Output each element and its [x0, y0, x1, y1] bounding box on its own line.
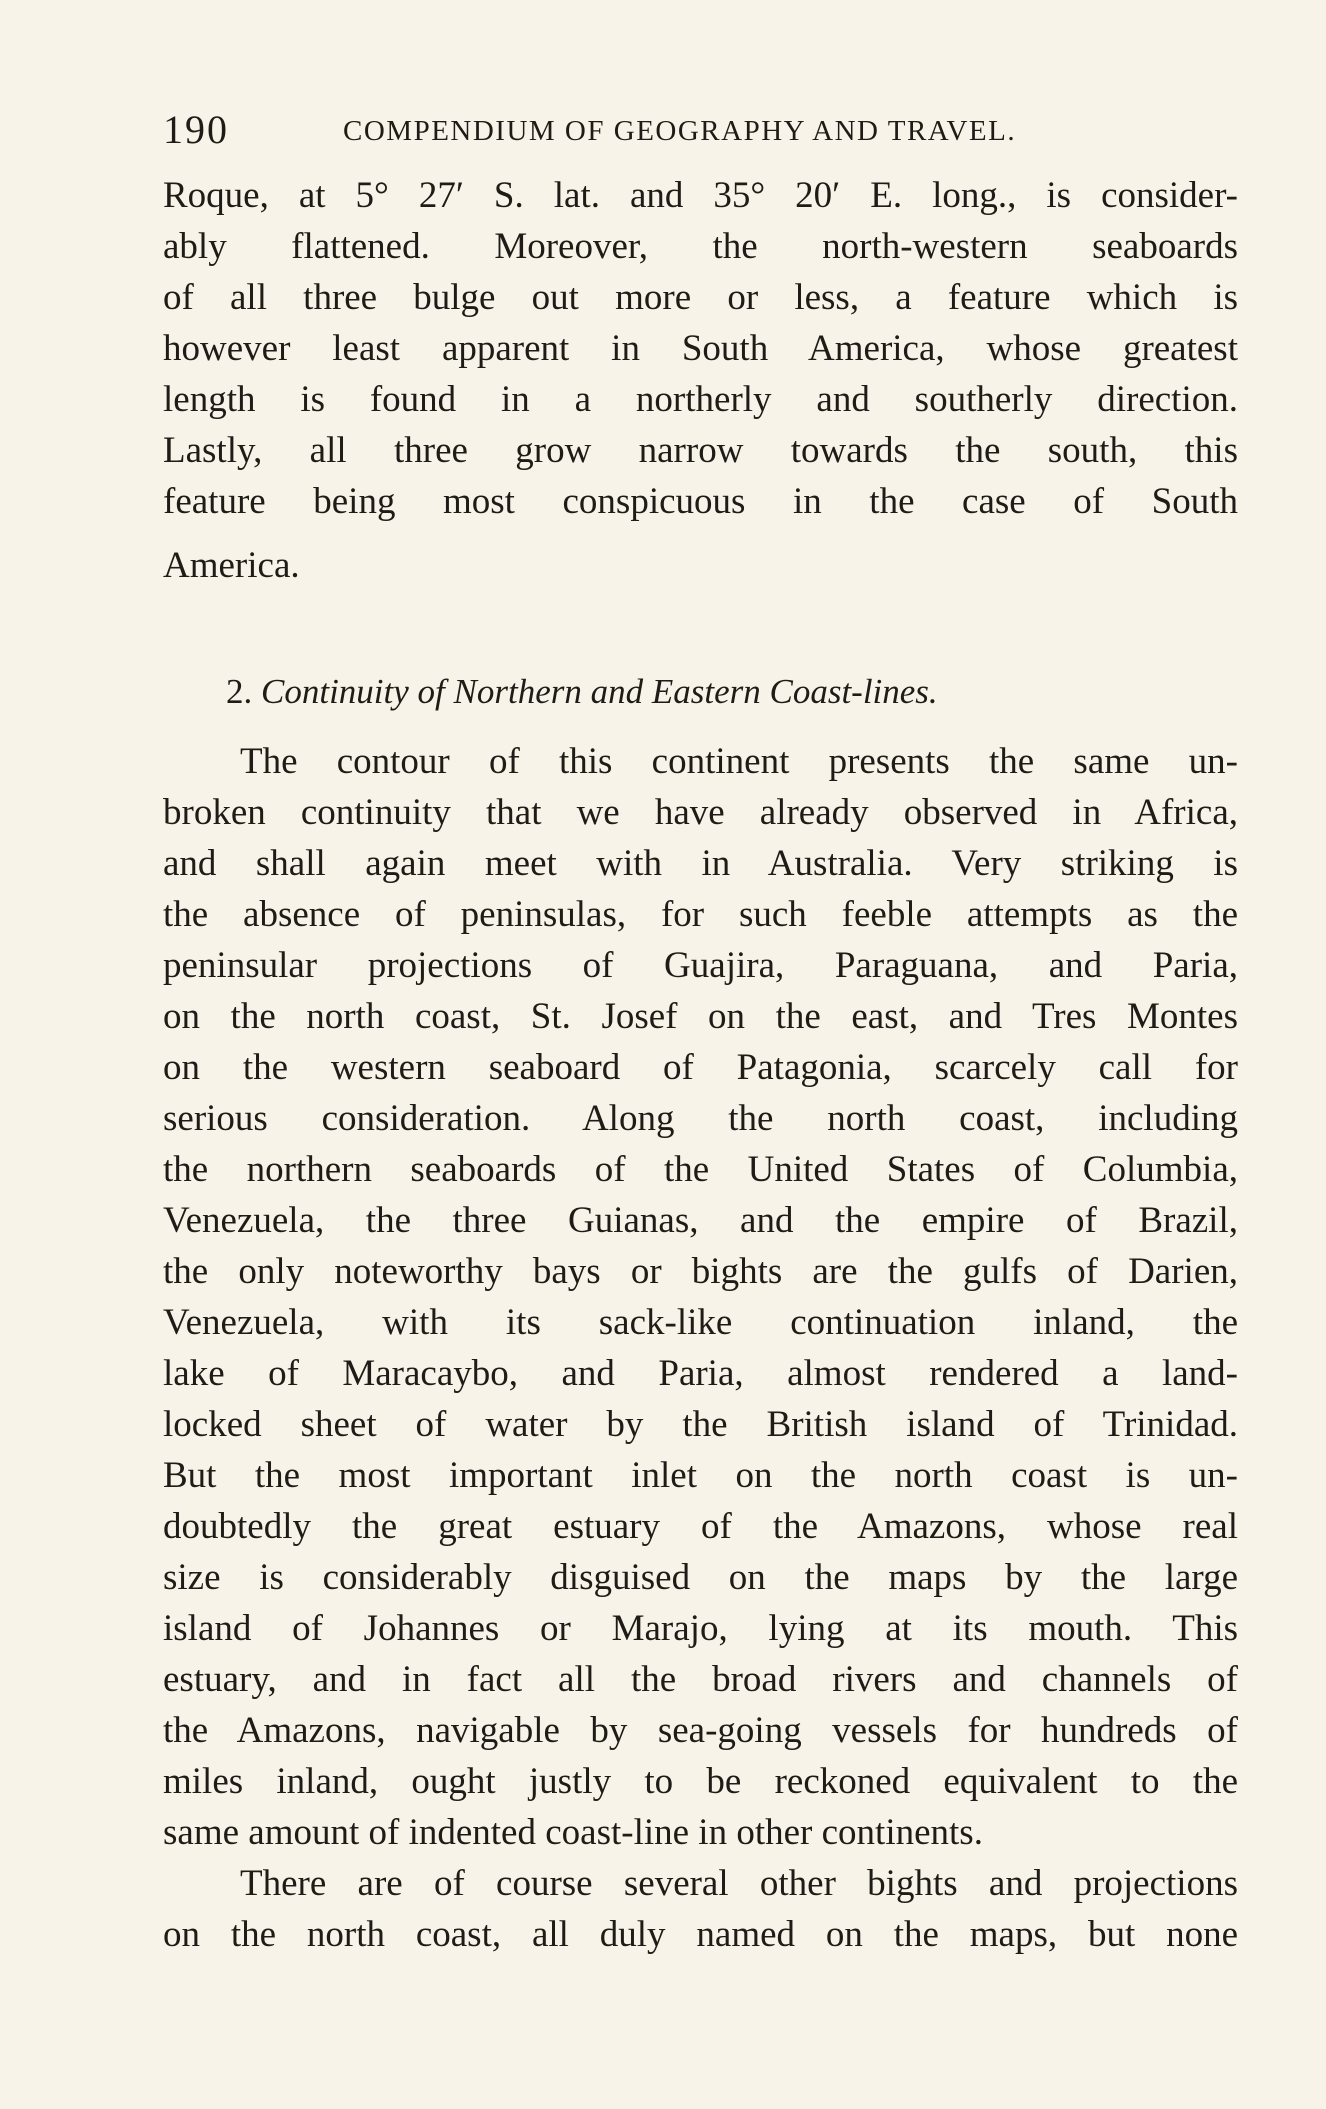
text-line: estuary, and in fact all the broad rivers and channels of: [163, 1659, 1238, 1700]
text-line: There are of course several other bights and projections: [240, 1863, 1238, 1904]
text-line: ably flattened. Moreover, the north-western seaboards: [163, 226, 1238, 267]
text-line: feature being most conspicuous in the case of South: [163, 481, 1238, 522]
text-line: the only noteworthy bays or bights are the gulfs of Darien,: [163, 1251, 1238, 1292]
page-header: [163, 100, 1163, 160]
text-line: the Amazons, navigable by sea-going vessels for hundreds of: [163, 1710, 1238, 1751]
section-number: 2.: [226, 672, 253, 711]
text-line: doubtedly the great estuary of the Amazons, whose real: [163, 1506, 1238, 1547]
text-line: Venezuela, with its sack-like continuation inland, the: [163, 1302, 1238, 1343]
text-line: of all three bulge out more or less, a feature which is: [163, 277, 1238, 318]
text-line: however least apparent in South America, whose greatest: [163, 328, 1238, 369]
section-title: Continuity of Northern and Eastern Coast-lines.: [261, 672, 938, 711]
text-line: Roque, at 5° 27′ S. lat. and 35° 20′ E. long., is consider-: [163, 175, 1238, 216]
text-line: lake of Maracaybo, and Paria, almost rendered a land-: [163, 1353, 1238, 1394]
section-heading: [226, 664, 1126, 720]
page-number: 190: [163, 107, 229, 152]
text-line: length is found in a northerly and southerly direction.: [163, 379, 1238, 420]
text-line: The contour of this continent presents the same un-: [240, 741, 1238, 782]
text-line: miles inland, ought justly to be reckoned equivalent to the: [163, 1761, 1238, 1802]
running-title: COMPENDIUM OF GEOGRAPHY AND TRAVEL.: [343, 115, 1017, 147]
text-line: and shall again meet with in Australia. Very striking is: [163, 843, 1238, 884]
text-line: the absence of peninsulas, for such feeble attempts as the: [163, 894, 1238, 935]
text-line: on the north coast, St. Josef on the east, and Tres Montes: [163, 996, 1238, 1037]
text-line: on the western seaboard of Patagonia, scarcely call for: [163, 1047, 1238, 1088]
text-line: same amount of indented coast-line in other continents.: [163, 1812, 983, 1853]
text-line: America.: [163, 545, 300, 586]
text-line: Lastly, all three grow narrow towards the south, this: [163, 430, 1238, 471]
text-line: locked sheet of water by the British island of Trinidad.: [163, 1404, 1238, 1445]
text-line: Venezuela, the three Guianas, and the empire of Brazil,: [163, 1200, 1238, 1241]
text-line: size is considerably disguised on the maps by the large: [163, 1557, 1238, 1598]
text-line: broken continuity that we have already observed in Africa,: [163, 792, 1238, 833]
text-line: island of Johannes or Marajo, lying at its mouth. This: [163, 1608, 1238, 1649]
text-line: the northern seaboards of the United States of Columbia,: [163, 1149, 1238, 1190]
text-line: on the north coast, all duly named on the maps, but none: [163, 1914, 1238, 1955]
text-line: peninsular projections of Guajira, Paraguana, and Paria,: [163, 945, 1238, 986]
text-line: serious consideration. Along the north coast, including: [163, 1098, 1238, 1139]
text-line: But the most important inlet on the north coast is un-: [163, 1455, 1238, 1496]
